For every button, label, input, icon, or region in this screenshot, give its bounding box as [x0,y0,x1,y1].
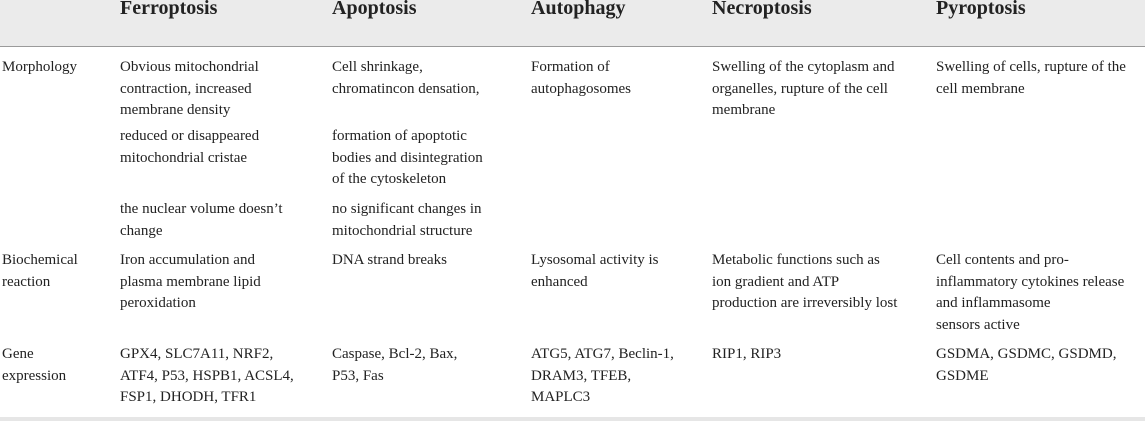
table-cell-pyroptosis [936,250,1124,336]
cell-text-line: Formation of [531,59,610,75]
row-label-line: Biochemical [2,252,78,268]
row-label-line: Morphology [2,59,77,75]
cell-text-line: sensors active [936,316,1020,333]
row-label-line: reaction [2,273,51,290]
cell-text-line: Cell contents and pro- [936,252,1069,268]
table-cell-autophagy [531,57,631,100]
table-cell-necroptosis [712,57,894,122]
table-cell-ferroptosis [120,344,294,409]
cell-text-line: autophagosomes [531,80,631,97]
header-cell-autophagy: Autophagy [531,0,626,19]
cell-text-line: reduced or disappeared [120,128,260,144]
row-label-line: Gene [2,346,34,362]
table-cell-necroptosis [712,344,781,366]
table-cell-ferroptosis [120,199,283,242]
cell-text-line: Caspase, Bcl-2, Bax, [332,346,458,362]
table-bottom-rule [0,417,1145,421]
cell-text-line: Cell shrinkage, [332,59,423,75]
table-cell-ferroptosis [120,57,259,122]
table-cell-autophagy [531,250,659,293]
row-label [2,250,78,293]
cell-text-line: production are irreversibly lost [712,295,898,311]
cell-text-line: bodies and disintegration [332,149,483,166]
cell-text-line: cell membrane [936,80,1025,97]
table-cell-apoptosis [332,344,457,387]
cell-text-line: Swelling of the cytoplasm and [712,59,895,75]
cell-text-line: of the cytoskeleton [332,171,447,187]
cell-text-line: mitochondrial structure [332,222,473,239]
row-label-line: expression [2,367,67,384]
header-cell-ferroptosis: Ferroptosis [120,0,218,19]
cell-text-line: ion gradient and ATP [712,273,840,290]
cell-text-line: the nuclear volume doesn’t [120,201,283,217]
table-cell-ferroptosis [120,250,261,315]
cell-text-line: GPX4, SLC7A11, NRF2, [120,346,274,362]
table-header [0,0,1145,47]
cell-text-line: formation of apoptotic [332,128,467,144]
cell-text-line: GSDME [936,367,989,384]
cell-text-line: no significant changes in [332,201,482,217]
table-cell-pyroptosis [936,57,1126,100]
cell-text-line: inflammatory cytokines release [936,273,1125,290]
table-cell-ferroptosis [120,126,259,169]
cell-text-line: and inflammasome [936,295,1051,311]
cell-text-line: enhanced [531,273,588,290]
cell-text-line: RIP1, RIP3 [712,346,782,362]
cell-text-line: ATF4, P53, HSPB1, ACSL4, [120,367,294,384]
cell-text-line: mitochondrial cristae [120,149,248,166]
cell-text-line: plasma membrane lipid [120,273,261,290]
cell-text-line: GSDMA, GSDMC, GSDMD, [936,346,1117,362]
cell-text-line: FSP1, DHODH, TFR1 [120,389,257,405]
header-cell-necroptosis: Necroptosis [712,0,812,19]
table-cell-necroptosis [712,250,897,315]
table-cell-apoptosis [332,126,483,191]
cell-text-line: Metabolic functions such as [712,252,880,268]
cell-text-line: DNA strand breaks [332,252,447,268]
table-cell-autophagy [531,344,674,409]
cell-text-line: P53, Fas [332,367,384,384]
table-cell-apoptosis [332,250,447,272]
cell-text-line: MAPLC3 [531,389,591,405]
cell-text-line: membrane density [120,102,231,118]
cell-text-line: Iron accumulation and [120,252,255,268]
table-cell-apoptosis [332,57,479,100]
table-cell-apoptosis [332,199,482,242]
header-cell-apoptosis: Apoptosis [332,0,417,19]
table-cell-pyroptosis [936,344,1116,387]
cell-text-line: contraction, increased [120,80,252,97]
cell-text-line: organelles, rupture of the cell [712,80,888,97]
cell-text-line: chromatincon densation, [332,80,480,97]
cell-text-line: Obvious mitochondrial [120,59,259,75]
table-body [0,47,1145,421]
cell-text-line: DRAM3, TFEB, [531,367,632,384]
cell-text-line: ATG5, ATG7, Beclin-1, [531,346,674,362]
cell-text-line: membrane [712,102,776,118]
cell-text-line: Lysosomal activity is [531,252,659,268]
row-label [2,57,77,79]
cell-text-line: Swelling of cells, rupture of the [936,59,1126,75]
row-label [2,344,66,387]
cell-text-line: peroxidation [120,295,196,311]
cell-text-line: change [120,222,163,239]
header-cell-pyroptosis: Pyroptosis [936,0,1026,19]
